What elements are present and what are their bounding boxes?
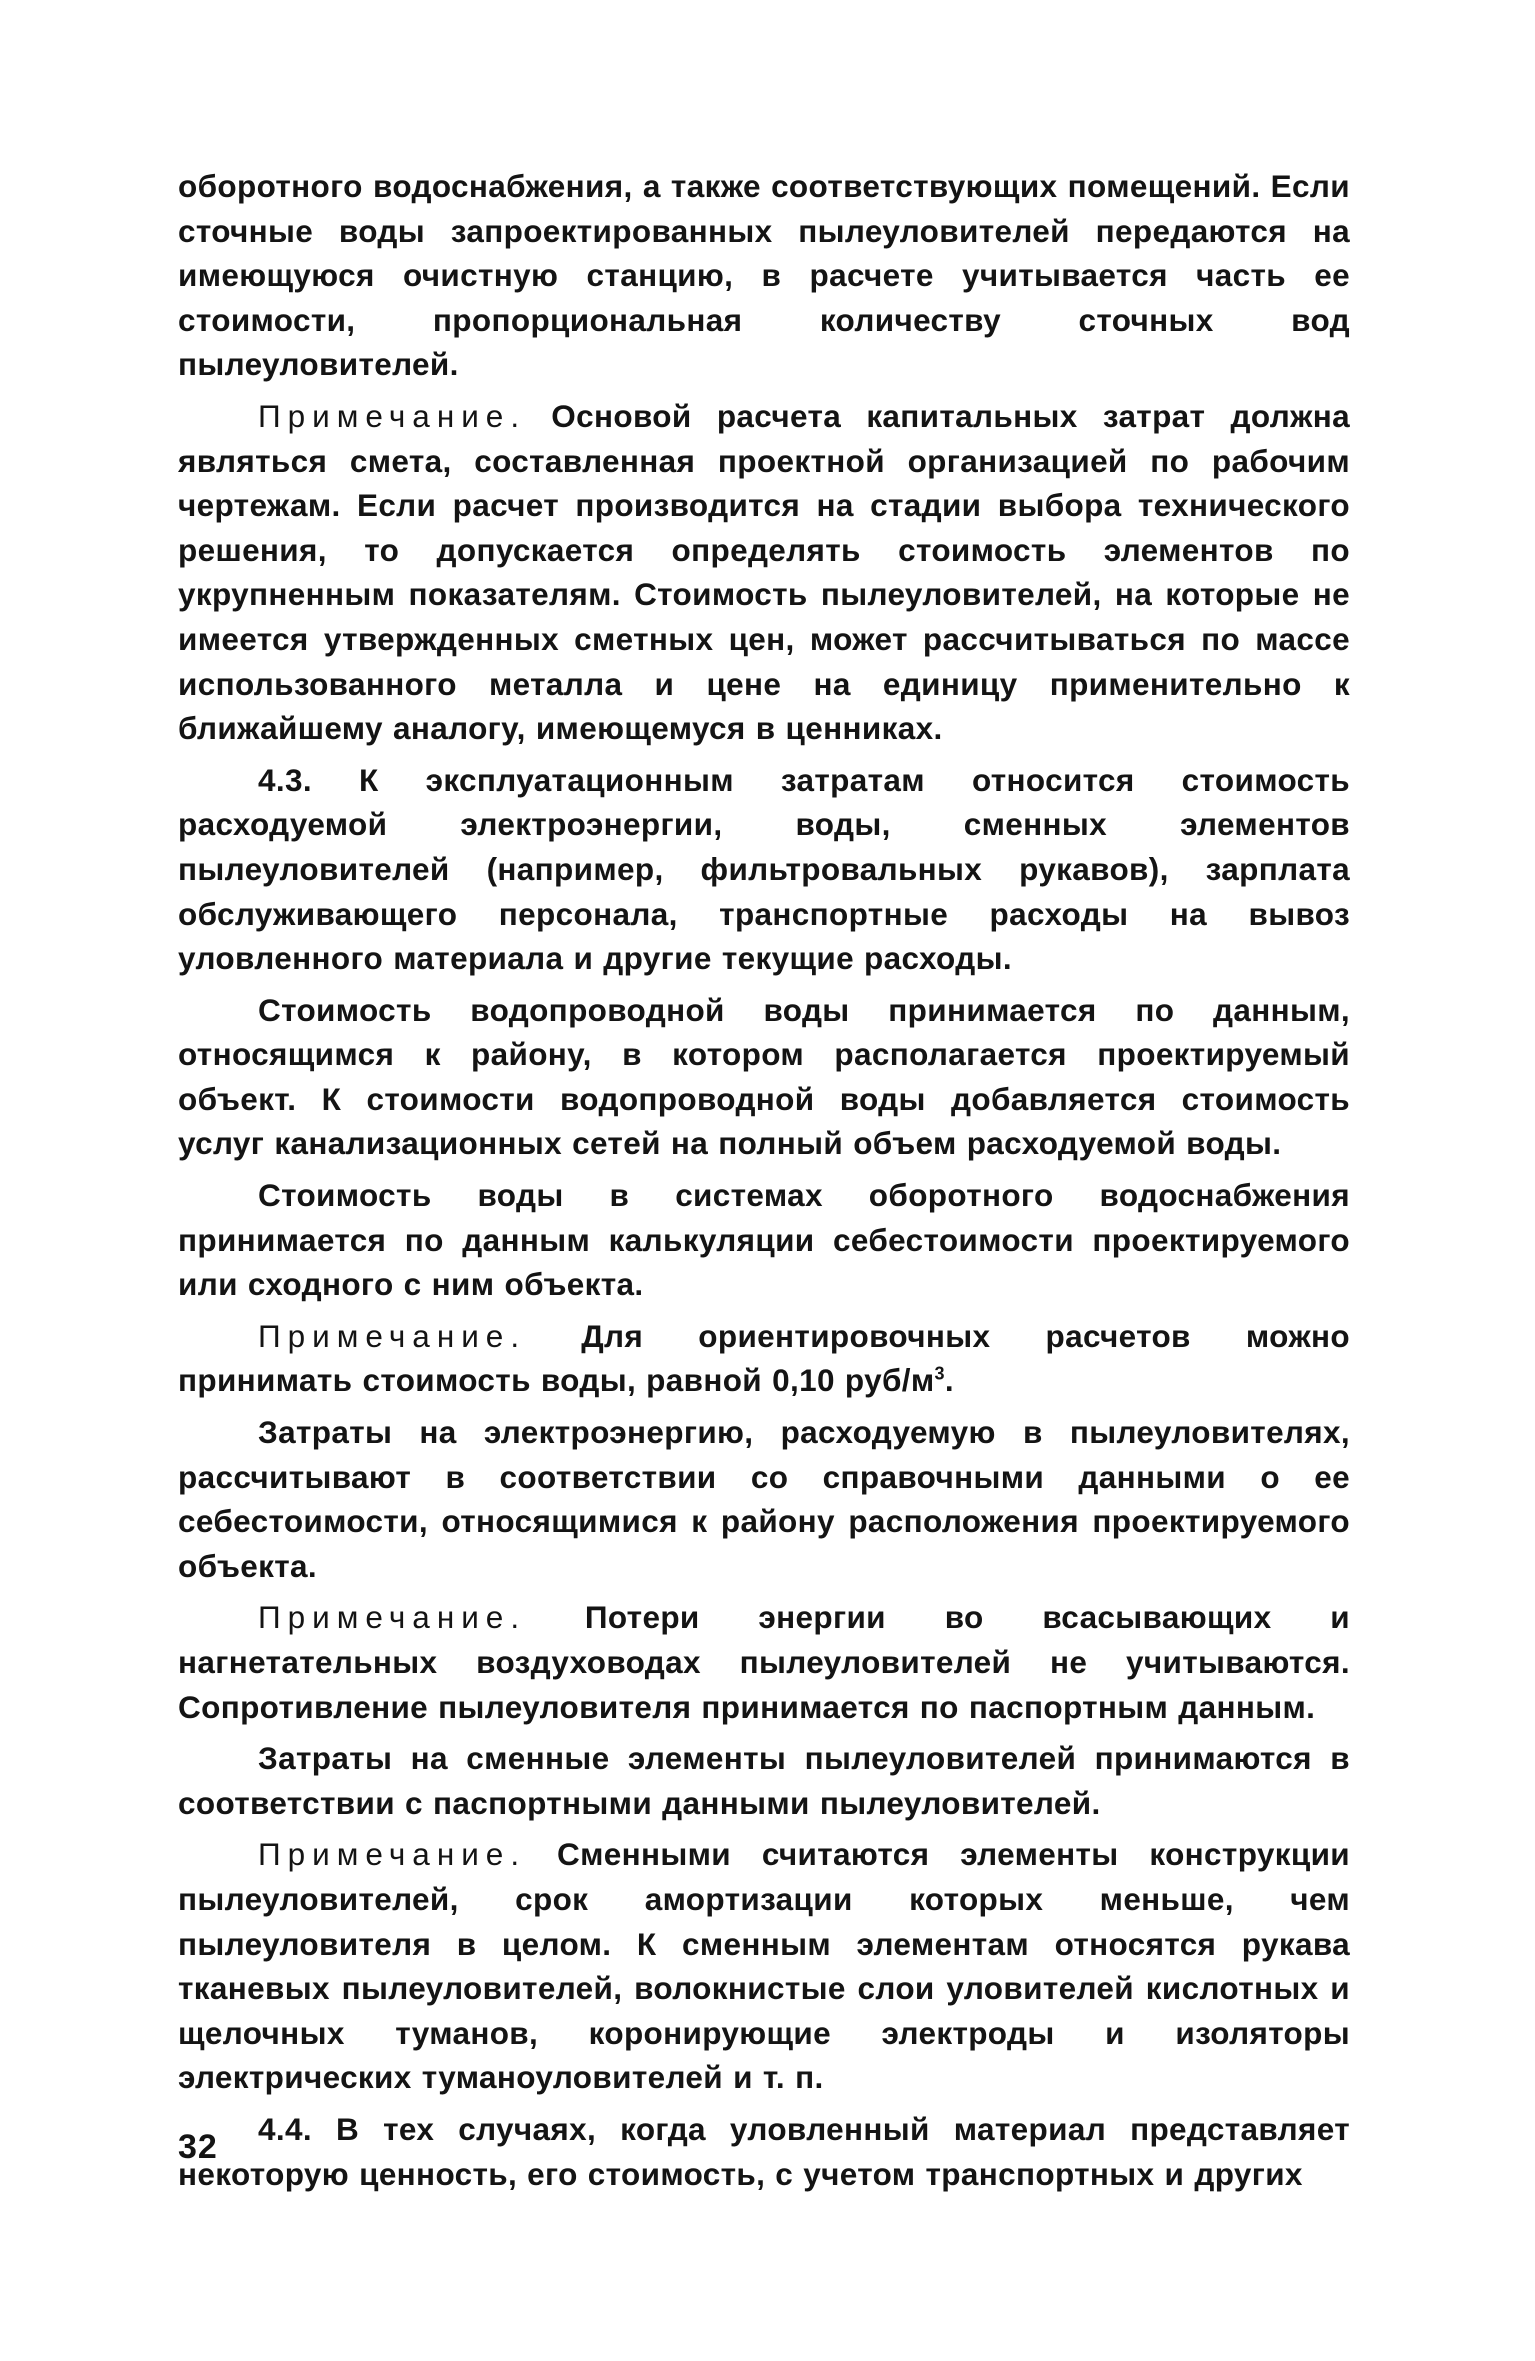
note-paragraph <box>178 1832 1350 2100</box>
note-label: Примечание. <box>258 1836 527 1873</box>
paragraph-text: оборотного водоснабжения, а также соответствующих помещений. Если сточные воды запроектированных пылеуловителей передаются на имеющуюся очистную станцию, в расчете учитывается часть ее стоимости, пропорциональная количеству сточных вод пылеуловителей. <box>178 168 1350 383</box>
paragraph <box>178 1410 1350 1588</box>
paragraph-text: Стоимость воды в системах оборотного водоснабжения принимается по данным калькуляции себестоимости проектируемого или сходного с ним объекта. <box>178 1177 1350 1303</box>
note-label: Примечание. <box>258 1599 527 1636</box>
paragraph-text: Основой расчета капитальных затрат должна являться смета, составленная проектной организацией по рабочим чертежам. Если расчет производится на стадии выбора технического решения, то допускается определять стоимость элементов по укрупненным показателям. Стоимость пылеуловителей, на которые не имеется утвержденных сметных цен, может рассчитываться по массе использованного металла и цене на единицу применительно к ближайшему аналогу, имеющемуся в ценниках. <box>178 397 1350 747</box>
paragraph <box>178 1736 1350 1825</box>
paragraph <box>178 1173 1350 1307</box>
paragraph-text: Затраты на электроэнергию, расходуемую в пылеуловителях, рассчитывают в соответствии со справочными данными о ее себестоимости, относящимися к району расположения проектируемого объекта. <box>178 1414 1350 1584</box>
section-paragraph-4-4 <box>178 2107 1350 2196</box>
page-number: 32 <box>178 2128 218 2166</box>
note-label: Примечание. <box>258 1317 527 1354</box>
paragraph-text: 4.4. В тех случаях, когда уловленный материал представляет некоторую ценность, его стоимость, с учетом транспортных и других <box>178 2110 1350 2192</box>
paragraph-text: 4.3. К эксплуатационным затратам относится стоимость расходуемой электроэнергии, воды, сменных элементов пылеуловителей (например, фильтровальных рукавов), зарплата обслуживающего персонала, транспортные расходы на вывоз уловленного материала и другие текущие расходы. <box>178 761 1350 977</box>
paragraph <box>178 988 1350 1166</box>
paragraph-text: Сменными считаются элементы конструкции пылеуловителей, срок амортизации которых меньше, чем пылеуловителя в целом. К сменным элементам относятся рукава тканевых пылеуловителей, волокнистые слои уловителей кислотных и щелочных туманов, коронирующие электроды и изоляторы электрических туманоуловителей и т. п. <box>178 1836 1350 2096</box>
paragraph-text: Затраты на сменные элементы пылеуловителей принимаются в соответствии с паспортными данными пылеуловителей. <box>178 1740 1350 1821</box>
note-paragraph <box>178 394 1350 751</box>
note-paragraph <box>178 1595 1350 1729</box>
paragraph-text: Стоимость водопроводной воды принимается по данным, относящимся к району, в котором располагается проектируемый объект. К стоимости водопроводной воды добавляется стоимость услуг канализационных сетей на полный объем расходуемой воды. <box>178 991 1350 1162</box>
section-paragraph-4-3 <box>178 758 1350 981</box>
paragraph-tail: . <box>944 1362 955 1399</box>
paragraph <box>178 164 1350 387</box>
note-paragraph <box>178 1314 1350 1403</box>
paragraph-text: Для ориентировочных расчетов можно принимать стоимость воды, равной 0,10 руб/м <box>178 1317 1350 1399</box>
superscript-exponent: 3 <box>934 1363 945 1384</box>
paragraph-text: Потери энергии во всасывающих и нагнетательных воздуховодах пылеуловителей не учитываются. Сопротивление пылеуловителя принимается по паспортным данным. <box>178 1599 1350 1725</box>
page-body <box>178 164 1350 2203</box>
note-label: Примечание. <box>258 397 527 434</box>
